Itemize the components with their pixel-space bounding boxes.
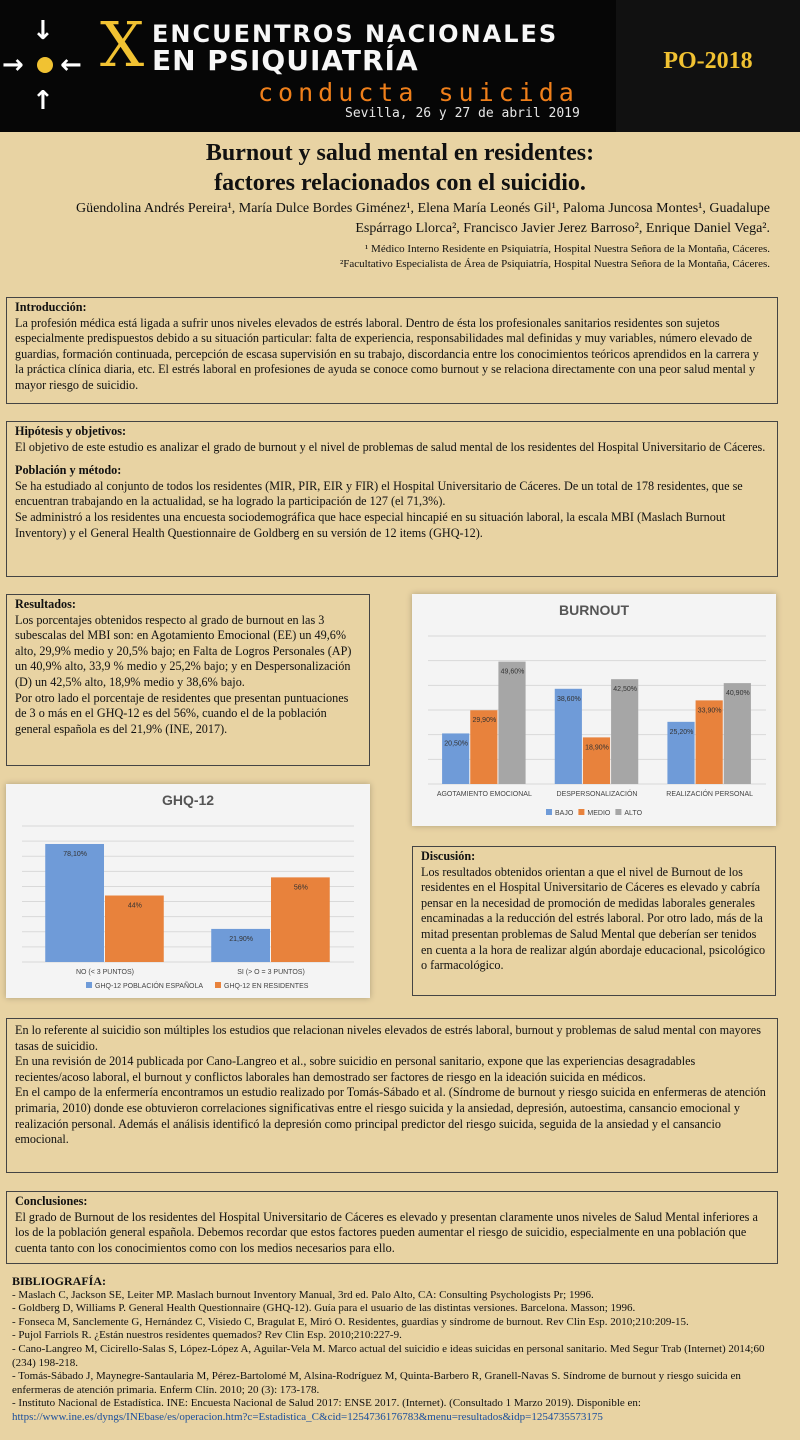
bar-alto bbox=[611, 679, 638, 784]
legend-label: MEDIO bbox=[587, 810, 611, 817]
data-label: 38,60% bbox=[556, 695, 581, 703]
edition-numeral: X bbox=[100, 8, 145, 81]
chart-plot bbox=[6, 784, 370, 998]
reference-item: - Instituto Nacional de Estadística. INE: Encuesta Nacional de Salud 2017: ENSE 2017. (Internet). (Consultado 1 Marzo 2019). Disponible en: bbox=[12, 1397, 641, 1410]
legend-label: GHQ-12 EN RESIDENTES bbox=[224, 983, 309, 990]
category-label: NO (< 3 PUNTOS) bbox=[75, 969, 135, 976]
chart-title: GHQ-12 bbox=[161, 792, 215, 808]
hypothesis-heading: Hipótesis y objetivos: bbox=[15, 424, 127, 438]
bar-bajo bbox=[555, 689, 582, 784]
category-label: AGOTAMIENTO EMOCIONAL bbox=[436, 791, 532, 798]
ine-reference-link[interactable]: https://www.ine.es/dyngs/INEbase/es/operacion.htm?c=Estadistica_C&cid=1254736176783&menu=resultados&idp=1254735573175 bbox=[12, 1410, 603, 1423]
reference-item: - Fonseca M, Sanclemente G, Hernández C, Visiedo C, Bragulat E, Miró O. Residentes, guardias y síndrome de burnout. Rev Clin Esp. 2010;210:209-15. bbox=[12, 1315, 689, 1328]
bar-alto bbox=[498, 662, 525, 784]
results-text-2: Por otro lado el porcentaje de residentes que presentan puntuaciones de 3 o más en el GHQ-12 es del 56%, cuando el de la población general española es del 21,9% (INE, 2017). bbox=[15, 690, 349, 736]
poster-code: PO-2018 bbox=[663, 48, 753, 74]
data-label: 44% bbox=[127, 902, 142, 910]
arrow-up-icon: ↑ bbox=[32, 86, 54, 116]
affiliation-2: ²Facultativo Especialista de Área de Psiquiatría, Hospital Nuestra Señora de la Montaña, Cáceres. bbox=[339, 258, 770, 270]
conference-date: Sevilla, 26 y 27 de abril 2019 bbox=[345, 106, 580, 121]
method-text-1: Se ha estudiado al conjunto de todos los residentes (MIR, PIR, EIR y FIR) el Hospital Universitario de Cáceres. De un total de 178 residentes, que se encuentran trabajando en la actualidad, se ha logrado la participación de 127 (el 71,3%). bbox=[15, 478, 743, 509]
category-label: DESPERSONALIZACIÓN bbox=[556, 791, 638, 798]
arrow-left-icon: ← bbox=[60, 50, 82, 80]
data-label: 21,90% bbox=[229, 935, 253, 943]
data-label: 40,90% bbox=[725, 690, 750, 698]
discussion-text: Los resultados obtenidos orientan a que el nivel de Burnout de los residentes en el Hospital Universitario de Cáceres es elevado y cabría pensar en la necesidad de promoción de medidas laborales generales encaminadas a la reducción del estrés laboral. Por otro lado, más de la mitad presentan problemas de Salud Mental que deberían ser tenidos en cuenta a la hora de realizar algún abordaje educacional, psicológico o farmacológico. bbox=[421, 864, 766, 973]
bibliography bbox=[12, 1275, 782, 1425]
arrow-down-icon: ↓ bbox=[32, 16, 54, 46]
reference-item: - Tomás-Sábado J, Maynegre-Santaularia M, Pérez-Bartolomé M, Alsina-Rodríguez M, Quinta-Barbero R, Granell-Navas S. Síndrome de burnout y riesgo suicida en enfermeras de atención primaria. Enferm Clín. 2010; 20 (3): 173-178. bbox=[12, 1370, 741, 1396]
ghq12-chart bbox=[6, 784, 370, 998]
data-label: 20,50% bbox=[444, 740, 469, 748]
introduction-text: La profesión médica está ligada a sufrir unos niveles elevados de estrés laboral. Dentro de ésta los profesionales sanitarios residentes son sujetos especialmente predispuestos debido a su situación particular: falta de experiencia, responsabilidades mal definidas y muy variables, número elevado de guardias, formación continuada, percepción de escasa supervisión en su trabajo, discordancia entre los conocimientos teóricos aprendidos en la carrera y la práctica clínica diaria, etc. El estrés laboral en profesiones de ayuda se conoce como burnout y se relaciona directamente con una peor salud mental y mayor riesgo de suicidio. bbox=[15, 315, 759, 392]
reference-item: - Goldberg D, Williams P. General Health Questionnaire (GHQ-12). Guía para el usuario de las distintas versiones. Barcelona. Masson; 1996. bbox=[12, 1302, 636, 1315]
conference-topic: conducta suicida bbox=[258, 78, 579, 107]
conclusions-section bbox=[6, 1191, 778, 1264]
suicide-section bbox=[6, 1018, 778, 1173]
results-text-1: Los porcentajes obtenidos respecto al grado de burnout en las 3 subescalas del MBI son: en Agotamiento Emocional (EE) un 49,6% alto, 29,9% medio y 20,5% bajo; en Falta de Logros Personales (AP) un 40,9% alto, 33,9 % medio y 25,2% bajo; y en Despersonalización (D) un 42,5% alto, 18,9% medio y 38,6% bajo. bbox=[15, 612, 352, 689]
reference-item: - Maslach C, Jackson SE, Leiter MP. Maslach burnout Inventory Manual, 3rd ed. Palo Alto, CA: Consulting Psychologists Pr; 1996. bbox=[12, 1288, 594, 1301]
category-label: REALIZACIÓN PERSONAL bbox=[666, 791, 754, 798]
data-label: 78,10% bbox=[63, 850, 87, 858]
conclusions-heading: Conclusiones: bbox=[15, 1194, 88, 1208]
authors bbox=[40, 199, 770, 239]
data-label: 49,60% bbox=[500, 668, 525, 676]
chart-plot bbox=[412, 594, 776, 826]
data-label: 42,50% bbox=[613, 686, 638, 694]
legend-label: ALTO bbox=[624, 810, 643, 817]
legend-swatch bbox=[86, 982, 92, 988]
bar-ghq-12-poblaci-n-espa-ola bbox=[211, 929, 270, 962]
burnout-chart bbox=[412, 594, 776, 826]
hypothesis-section bbox=[6, 421, 778, 577]
authors-line2: Espárrago Llorca², Francisco Javier Jerez Barroso², Enrique Daniel Vega². bbox=[355, 221, 770, 236]
conclusions-text: El grado de Burnout de los residentes del Hospital Universitario de Cáceres es elevado y presentan claramente unos niveles de Salud Mental inferiores a los de la población general española. Debemos recordar que estos factores pueden aumentar el riesgo de suicidio, especialmente en una población que cuenta tanto con los conocimientos como con los medios necesarios para ello. bbox=[15, 1209, 758, 1255]
data-label: 29,90% bbox=[472, 717, 497, 725]
bibliography-heading: BIBLIOGRAFÍA: bbox=[12, 1274, 107, 1288]
poster-title-line1: Burnout y salud mental en residentes: bbox=[205, 140, 595, 166]
reference-item: - Cano-Langreo M, Cicirello-Salas S, López-López A, Aguilar-Vela M. Marco actual del suicidio e ideas suicidas en personal sanitario. Med Segur Trab (Internet) 2014;60 (234) 198-218. bbox=[12, 1342, 765, 1369]
legend-swatch bbox=[215, 982, 221, 988]
data-label: 56% bbox=[293, 884, 308, 892]
data-label: 33,90% bbox=[697, 707, 722, 715]
bar-alto bbox=[724, 683, 751, 784]
conference-name-line2: EN PSIQUIATRÍA bbox=[152, 44, 419, 77]
chart-title: BURNOUT bbox=[559, 602, 629, 618]
authors-line1: Güendolina Andrés Pereira¹, María Dulce Bordes Giménez¹, Elena María Leonés Gil¹, Paloma Juncosa Montes¹, Guadalupe bbox=[75, 201, 770, 216]
results-heading: Resultados: bbox=[15, 597, 76, 611]
introduction-section bbox=[6, 297, 778, 404]
legend-swatch bbox=[546, 809, 552, 815]
data-label: 25,20% bbox=[669, 728, 694, 736]
suicide-paragraph-1: En lo referente al suicidio son múltiples los estudios que relacionan niveles elevados de estrés laboral, burnout y problemas de salud mental con mayores tasas de suicidio. bbox=[15, 1023, 761, 1053]
legend-label: BAJO bbox=[555, 810, 574, 817]
arrow-right-icon: → bbox=[2, 50, 24, 80]
discussion-section bbox=[412, 846, 776, 996]
suicide-paragraph-3: En el campo de la enfermería encontramos un estudio realizado por Tomás-Sábado et al. (Síndrome de burnout y riesgo suicida en enfermeras de atención primaria, 2010) donde ese obtuvieron correlaciones significativas entre el riesgo suicida y la ansiedad, depresión, autoestima, cansancio emocional y realización personal. Además el análisis identificó la depresión como principal predictor del riesgo suicida, seguida de la ansiedad y el cansancio emocional. bbox=[15, 1085, 766, 1147]
legend-swatch bbox=[578, 809, 584, 815]
logo-dot-icon bbox=[37, 57, 53, 73]
data-label: 18,90% bbox=[585, 744, 609, 752]
bar-ghq-12-poblaci-n-espa-ola bbox=[45, 844, 104, 962]
legend-label: GHQ-12 POBLACIÓN ESPAÑOLA bbox=[95, 983, 204, 990]
affiliation-1: ¹ Médico Interno Residente en Psiquiatría, Hospital Nuestra Señora de la Montaña, Cáceres. bbox=[365, 243, 770, 255]
category-label: SI (> O = 3 PUNTOS) bbox=[237, 969, 305, 976]
discussion-heading: Discusión: bbox=[421, 849, 476, 863]
results-section bbox=[6, 594, 370, 766]
method-heading: Población y método: bbox=[15, 463, 122, 478]
conference-name-line1: ENCUENTROS NACIONALES bbox=[152, 20, 559, 48]
hypothesis-text: El objetivo de este estudio es analizar el grado de burnout y el nivel de problemas de salud mental de los residentes del Hospital Universitario de Cáceres. bbox=[15, 439, 766, 454]
poster-title-line2: factores relacionados con el suicidio. bbox=[214, 170, 586, 196]
method-text-2: Se administró a los residentes una encuesta sociodemográfica que hace especial hincapié en su situación laboral, la escala MBI (Maslach Burnout Inventory) y el General Health Questionnaire de Goldberg en su versión de 12 items (GHQ-12). bbox=[15, 509, 726, 540]
suicide-paragraph-2: En una revisión de 2014 publicada por Cano-Langreo et al., sobre suicidio en personal sanitario, expone que las experiencias desagradables recientes/acoso laboral, el burnout y conflictos laborales han demostrado ser factores de riesgo en la ideación suicida en médicos. bbox=[15, 1054, 696, 1084]
introduction-heading: Introducción: bbox=[15, 300, 87, 314]
reference-item: - Pujol Farriols R. ¿Están nuestros residentes quemados? Rev Clin Esp. 2010;210:227-9. bbox=[12, 1329, 402, 1342]
legend-swatch bbox=[615, 809, 621, 815]
